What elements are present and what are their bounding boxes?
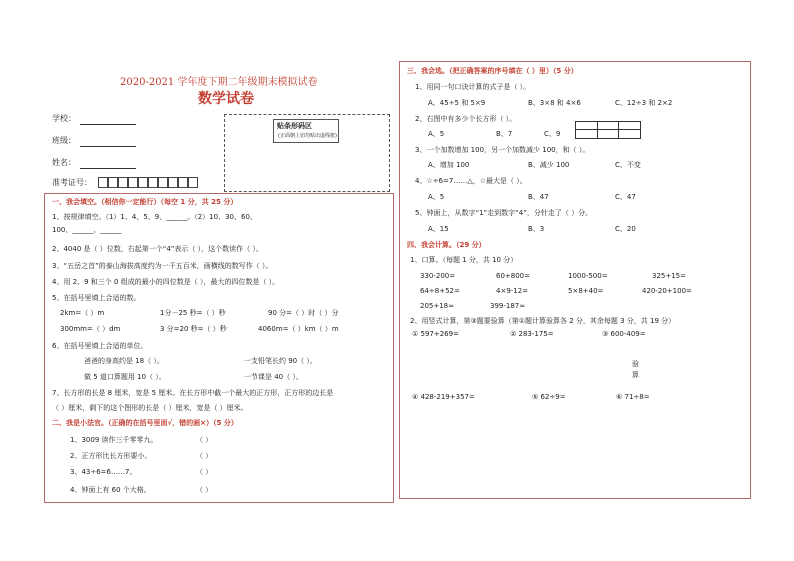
s3-q3-c: C、不变 bbox=[615, 161, 641, 169]
s4-q1: 1、口算。（每题 1 分，共 10 分） bbox=[410, 256, 518, 264]
s1-q1: 1、按规律填空。（1）1、4、5、9、______。（2）10、30、60、 bbox=[52, 213, 257, 221]
s3-q2: 2、右图中有多少个长方形（ ）。 bbox=[415, 115, 517, 123]
barcode-title: 贴条形码区 bbox=[277, 122, 312, 130]
vert-5: ⑤ 62÷9= bbox=[532, 393, 566, 401]
s3-q5-a: A、15 bbox=[428, 225, 449, 233]
s1-q1b: 100、______、______ bbox=[52, 226, 122, 234]
s2-item-4: 4、钟面上有 60 个大格。 bbox=[70, 486, 151, 494]
s3-q2-c: C、9 bbox=[544, 130, 561, 138]
oral-1-4: 325+15= bbox=[652, 272, 686, 280]
oral-3-2: 399-187≈ bbox=[490, 302, 526, 310]
s1-q7: 7、长方形的长是 8 厘米，宽是 5 厘米。在长方形中截一个最大的正方形，正方形的边长是 bbox=[52, 389, 334, 397]
s3-q5-b: B、3 bbox=[528, 225, 545, 233]
s1-q5-r2a: 300mm=（ ）dm bbox=[60, 325, 121, 333]
barcode-subtitle: (正面朝上切勿贴出虚线框) bbox=[278, 133, 337, 139]
vert-2: ② 283-175= bbox=[510, 330, 554, 338]
vert-6: ⑥ 71÷8= bbox=[616, 393, 650, 401]
s2-paren-4[interactable]: （ ） bbox=[196, 486, 213, 494]
s1-q2: 2、4040 是（ ）位数，右起第一个“4”表示（ ），这个数读作（ ）。 bbox=[52, 245, 263, 253]
s1-q4: 4、用 2、9 和三个 0 组成的最小的四位数是（ ），最大的四位数是（ ）。 bbox=[52, 278, 280, 286]
s1-q5-r2b: 3 分=20 秒=（ ）秒 bbox=[160, 325, 227, 333]
s1-q5: 5、在括号里填上合适的数。 bbox=[52, 294, 141, 302]
s3-q2-b: B、7 bbox=[496, 130, 513, 138]
class-field[interactable] bbox=[80, 146, 136, 147]
s2-paren-1[interactable]: （ ） bbox=[196, 436, 213, 444]
school-field[interactable] bbox=[80, 124, 136, 125]
s3-q1-a: A、45÷5 和 5×9 bbox=[428, 99, 486, 107]
section2-heading: 二、我是小法官。（正确的在括号里面√，错的画×）（5 分） bbox=[52, 419, 238, 427]
s2-paren-3[interactable]: （ ） bbox=[196, 468, 213, 476]
exam-number-label: 准考证号： bbox=[52, 178, 92, 187]
s4-q2: 2、用竖式计算，第③题要验算（第①题计算验算各 2 分，其余每题 3 分，共 19 分） bbox=[410, 317, 676, 325]
s3-q3-b: B、减少 100 bbox=[528, 161, 570, 169]
s3-q4: 4、☆÷6=7……△，☆最大是（ ）。 bbox=[415, 177, 527, 185]
s3-q1: 1、用同一句口诀计算的式子是（ ）。 bbox=[415, 83, 531, 91]
oral-2-4: 420-20+100= bbox=[642, 287, 692, 295]
s1-q5-r1b: 1分－25 秒=（ ）秒 bbox=[160, 309, 226, 317]
s1-q7b: （ ）厘米，剩下的这个图形的长是（ ）厘米，宽是（ ）厘米。 bbox=[52, 404, 248, 412]
s1-q3: 3、“五岳之首”的泰山海拔高度约为一千五百米，画横线的数写作（ ）。 bbox=[52, 262, 273, 270]
oral-1-2: 60+800= bbox=[496, 272, 530, 280]
vert-1: ① 597+269= bbox=[412, 330, 459, 338]
s3-q1-c: C、12÷3 和 2×2 bbox=[615, 99, 673, 107]
s1-q5-r1c: 90 分=（ ）时（ ）分 bbox=[268, 309, 339, 317]
s1-q5-r1a: 2km=（ ）m bbox=[60, 309, 105, 317]
vert-4: ④ 428-219+357= bbox=[412, 393, 475, 401]
s3-q5-c: C、20 bbox=[615, 225, 636, 233]
oral-1-1: 330-200= bbox=[420, 272, 456, 280]
s3-q4-c: C、47 bbox=[615, 193, 636, 201]
section4-heading: 四、我会计算。（29 分） bbox=[407, 241, 486, 249]
s1-q6-r1a: 爸爸的身高约是 18（ ）。 bbox=[84, 357, 164, 365]
name-field[interactable] bbox=[80, 168, 136, 169]
s3-q4-a: A、5 bbox=[428, 193, 445, 201]
check-label-1: 验 bbox=[632, 360, 639, 368]
s3-q3: 3、一个加数增加 100，另一个加数减少 100，和（ ）。 bbox=[415, 146, 590, 154]
oral-2-2: 4×9-12= bbox=[496, 287, 529, 295]
class-label: 班级： bbox=[52, 136, 76, 145]
s1-q6-r2b: 一节课是 40（ ）。 bbox=[244, 373, 303, 381]
s2-item-2: 2、正方形比长方形要小。 bbox=[70, 452, 152, 460]
barcode-label-frame bbox=[273, 119, 339, 143]
s2-item-3: 3、43÷6=6……7。 bbox=[70, 468, 137, 476]
s3-q5: 5、钟面上，从数字“1”走到数字“4”，分针走了（ ）分。 bbox=[415, 209, 593, 217]
s1-q6-r1b: 一支铅笔长约 90（ ）。 bbox=[244, 357, 317, 365]
s2-item-1: 1、3009 读作三千零零九。 bbox=[70, 436, 158, 444]
s1-q5-r2c: 4060m=（ ）km（ ）m bbox=[258, 325, 339, 333]
s3-q4-b: B、47 bbox=[528, 193, 549, 201]
section3-heading: 三、我会选。（把正确答案的序号填在（ ）里）（5 分） bbox=[407, 67, 578, 75]
s1-q6: 6、在括号里填上合适的单位。 bbox=[52, 342, 148, 350]
exam-title: 2020-2021 学年度下期二年级期末模拟试卷 bbox=[120, 77, 318, 88]
oral-2-1: 64÷8+52= bbox=[420, 287, 460, 295]
subject-title: 数学试卷 bbox=[198, 91, 254, 107]
vert-3: ③ 600-409= bbox=[602, 330, 646, 338]
s1-q6-r2a: 做 5 道口算题用 10（ ）。 bbox=[84, 373, 166, 381]
name-label: 姓名： bbox=[52, 158, 76, 167]
s3-q3-a: A、增加 100 bbox=[428, 161, 470, 169]
check-label-2: 算 bbox=[632, 371, 639, 379]
s2-paren-2[interactable]: （ ） bbox=[196, 452, 213, 460]
s3-q1-b: B、3×8 和 4×6 bbox=[528, 99, 581, 107]
s3-q2-a: A、5 bbox=[428, 130, 445, 138]
school-label: 学校： bbox=[52, 114, 76, 123]
oral-3-1: 205+18≈ bbox=[420, 302, 454, 310]
section1-heading: 一、我会填空。（相信你一定能行）（每空 1 分，共 25 分） bbox=[52, 198, 238, 206]
oral-2-3: 5×8+40= bbox=[568, 287, 604, 295]
oral-1-3: 1000-500= bbox=[568, 272, 608, 280]
